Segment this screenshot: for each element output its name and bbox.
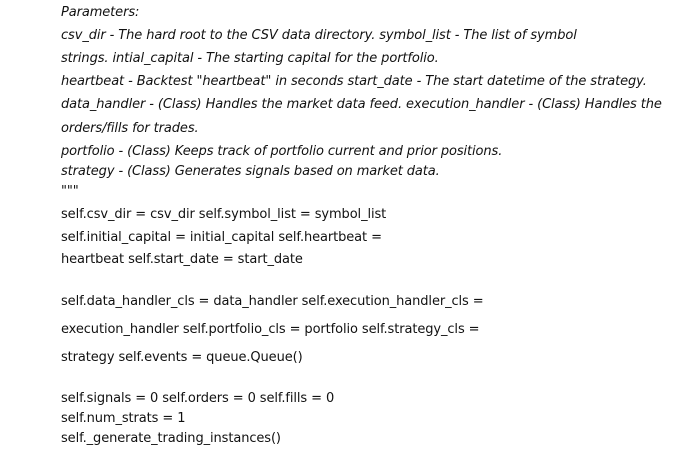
docstring-close-quotes: """: [61, 184, 79, 199]
docstring-parameters-heading: Parameters:: [61, 5, 140, 20]
code-line: self.initial_capital = initial_capital self.heartbeat =: [61, 230, 382, 245]
docstring-line: orders/fills for trades.: [61, 121, 199, 136]
code-line: self._generate_trading_instances(): [61, 431, 281, 446]
code-line: heartbeat self.start_date = start_date: [61, 252, 303, 267]
code-line: self.data_handler_cls = data_handler self.execution_handler_cls =: [61, 294, 484, 309]
docstring-line: portfolio - (Class) Keeps track of portfolio current and prior positions.: [61, 144, 503, 159]
code-line: self.signals = 0 self.orders = 0 self.fills = 0: [61, 391, 335, 406]
docstring-line: strategy - (Class) Generates signals based on market data.: [61, 164, 440, 179]
docstring-line: csv_dir - The hard root to the CSV data directory. symbol_list - The list of symbol: [61, 28, 577, 43]
docstring-line: data_handler - (Class) Handles the market data feed. execution_handler - (Class) Handles the: [61, 97, 662, 112]
code-line: self.csv_dir = csv_dir self.symbol_list = symbol_list: [61, 207, 387, 222]
code-line: execution_handler self.portfolio_cls = portfolio self.strategy_cls =: [61, 322, 480, 337]
docstring-line: strings. intial_capital - The starting capital for the portfolio.: [61, 51, 439, 66]
code-line: strategy self.events = queue.Queue(): [61, 350, 303, 365]
code-line: self.num_strats = 1: [61, 411, 186, 426]
docstring-line: heartbeat - Backtest "heartbeat" in seconds start_date - The start datetime of the strategy.: [61, 74, 647, 89]
